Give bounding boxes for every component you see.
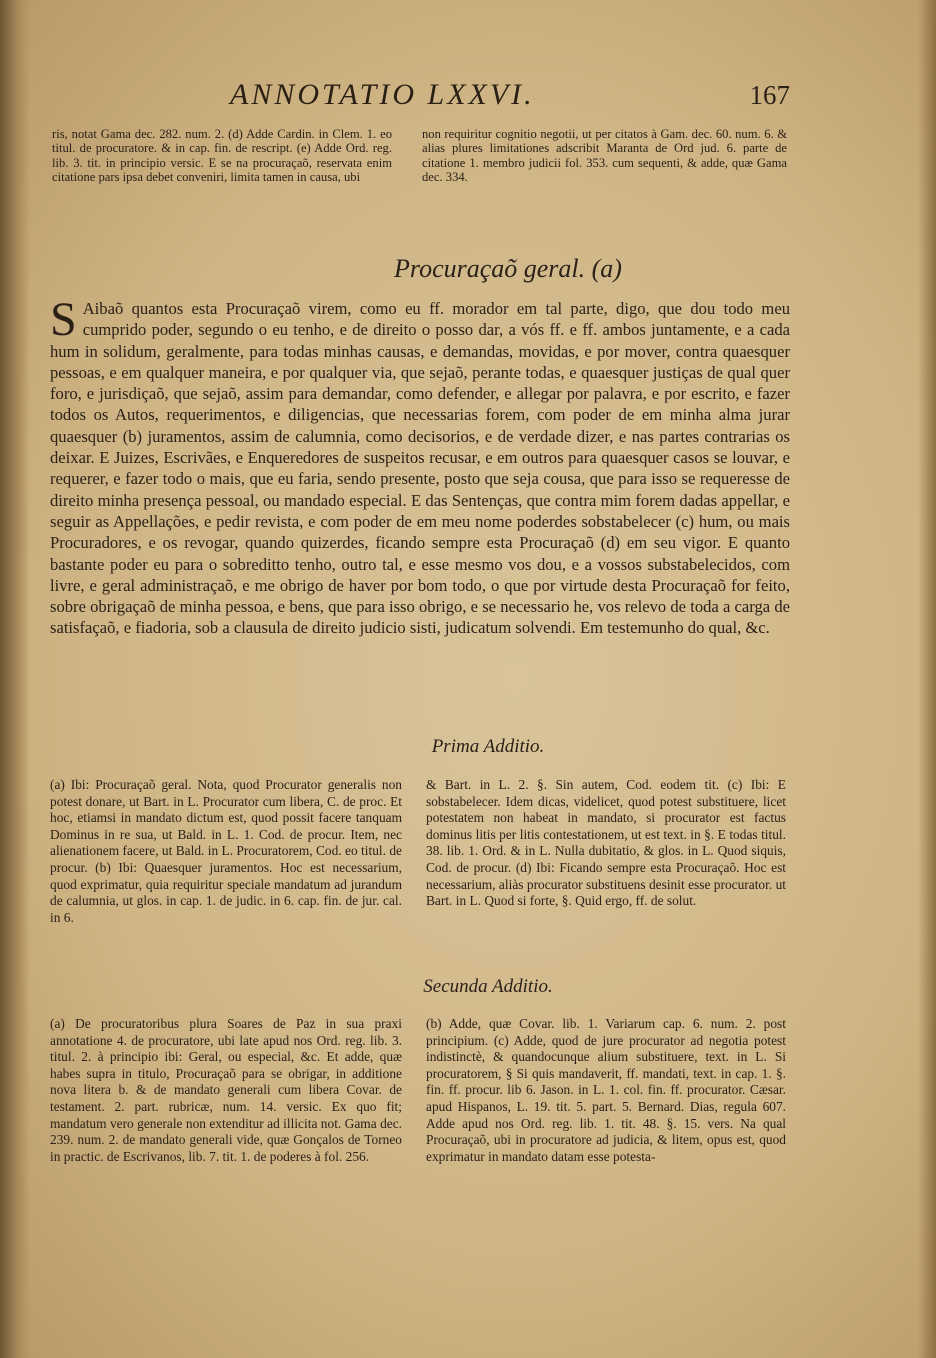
secunda-additio-right: (b) Adde, quæ Covar. lib. 1. Variarum cap. 6. num. 2. post principium. (c) Adde, quod de jure procurator ad negotia potest indistinctè, & quandocunque alium substituere, text. in L. Si procuratorem, § Si quis mandaverit, ff. mandati, text. in cap. 1. §. fin. ff. procur. lib 6. Jason. in L. 1. col. fin. ff. procurator. Cæsar. apud Hispanos, L. 19. tit. 5. part. 5. Bernard. Dias, regula 607. Adde apud nos Ord. reg. lib. 1. tit. 48. §. 15. vers. Na qual Procuraçaõ, ubi in procuratore ad judicia, & litem, opus est, quod exprimatur in mandato datam esse potesta- <box>426 1016 786 1164</box>
top-note-left: ris, notat Gama dec. 282. num. 2. (d) Adde Cardin. in Clem. 1. eo titul. de procuratore. & in cap. fin. de rescript. (e) Adde Ord. reg. lib. 3. tit. in principio versic. E se na procuraçaõ, reservata enim citatione pars ipsa debet conveniri, limita tamen in causa, ubi <box>52 127 392 185</box>
prima-additio-left: (a) Ibi: Procuraçaõ geral. Nota, quod Procurator generalis non potest donare, ut Bart. in L. Procurator cum libera, C. de proc. Et hoc, etiamsi in mandato dictum est, quod possit facere tanquam Dominus in re sua, ut Bald. in L. 1. Cod. de procur. Item, nec alienationem facere, ut Bald. in L. Procuratorem, Cod. eo titul. de procur. (b) Ibi: Quaesquer juramentos. Hoc est necessarium, quod exprimatur, quia requiritur speciale mandatum ad jurandum de calumnia, ut glos. in cap. 1. de judic. in 6. cap. fin. de jur. cal. in 6. <box>50 777 402 925</box>
top-note-right: non requiritur cognitio negotii, ut per citatos à Gam. dec. 60. num. 6. & alias plures limitationes adscribit Maranta de Ord jud. 6. parte de citatione 1. membro judicii fol. 353. cum sequenti, & adde, quæ Gama dec. 334. <box>422 127 787 185</box>
page-gutter <box>0 0 30 1358</box>
section-title-prima-additio: Prima Additio. <box>431 736 545 757</box>
running-title: ANNOTATIO LXXVI. <box>230 78 535 111</box>
section-title-procuracao: Procuraçaõ geral. (a) <box>394 254 622 283</box>
main-body-text <box>50 293 790 639</box>
secunda-additio-left: (a) De procuratoribus plura Soares de Paz in sua praxi annotatione 4. de procuratore, ubi late apud nos Ord. reg. lib. 3. titul. 2. à principio ibi: Geral, ou especial, &c. Et adde, quæ habes supra in titulo, Procuraçaõ para se obrigar, in additione nova litera b. & de mandato generali cum libera Covar. de testament. 2. part. rubricæ, num. 14. versic. Ex quo fit; mandatum vero generale non extenditur ad illicita not. Gama dec. 239. num. 2. de mandato generali vide, quæ Gonçalos de Torneo in practic. de Escrivanos, lib. 7. tit. 1. de poderes à fol. 256. <box>50 1016 402 1164</box>
prima-additio-right: & Bart. in L. 2. §. Sin autem, Cod. eodem tit. (c) Ibi: E sobstabelecer. Idem dicas, videlicet, quod potest substituere, licet potestatem non habeat in mandato, si procurator est factus dominus litis per litis contestationem, ut est text. in §. E todas titul. 38. lib. 1. Ord. & in L. Nulla dubitatio, & glos. in L. Quod siquis, Cod. de procur. (d) Ibi: Ficando sempre esta Procuraçaõ. Hoc est necessarium, aliàs procurator substituens desinit esse procurator. ut Bart. in L. Quod si forte, §. Quid ergo, ff. de solut. <box>426 777 786 909</box>
drop-cap: S <box>50 293 77 346</box>
main-paragraph: Aibaõ quantos esta Procuraçaõ virem, como eu ff. morador em tal parte, digo, que dou todo meu cumprido poder, segundo o eu tenho, e de direito o posso dar, a vós ff. e ff. ambos juntamente, e a cada hum in solidum, geralmente, para todas minhas causas, e demandas, movidas, e por mover, contra quaesquer pessoas, e em qualquer maneira, e por qualquer via, que sejaõ, perante todas, e quaesquer justiças de qual quer foro, e jurisdiçaõ, que sejaõ, assim para demandar, como defender, e allegar por palavra, e por escrito, e fazer todos os Autos, requerimentos, e diligencias, que necessarias forem, com poder de em minha alma jurar quaesquer (b) juramentos, assim de calumnia, como decisorios, e de verdade dizer, e nas partes contrarias os deixar. E Juizes, Escrivães, e Enqueredores de suspeitos recusar, e em outros para quaesquer casos se louvar, e requerer, e fazer todo o mais, que eu faria, sendo presente, posto que seja cousa, que para isso se requeresse de direito minha presença pessoal, ou mandado especial. E das Sentenças, que contra mim forem dadas appellar, e seguir as Appellações, e pedir revista, e com poder de em meu nome poderdes sobstabelecer (c) hum, ou mais Procuradores, e os revogar, quando quizerdes, ficando sempre esta Procuraçaõ (d) em seu vigor. E quanto bastante poder eu para o sobreditto tenho, outro tal, e esse mesmo vos dou, e a vossos substabelecidos, com livre, e geral administraçaõ, e me obrigo de haver por bom todo, o que por virtude desta Procuraçaõ for feito, sobre obrigaçaõ de minha pessoa, e bens, que para isso obrigo, e se necessario he, vos relevo de toda a carga de satisfaçaõ, e fiadoria, sob a clausula de direito judicio sisti, judicatum solvendi. Em testemunho do qual, &c. <box>50 299 790 638</box>
page-number: 167 <box>749 80 790 110</box>
page-header <box>230 78 790 118</box>
section-title-secunda-additio: Secunda Additio. <box>423 976 553 997</box>
page-edge <box>918 0 936 1358</box>
